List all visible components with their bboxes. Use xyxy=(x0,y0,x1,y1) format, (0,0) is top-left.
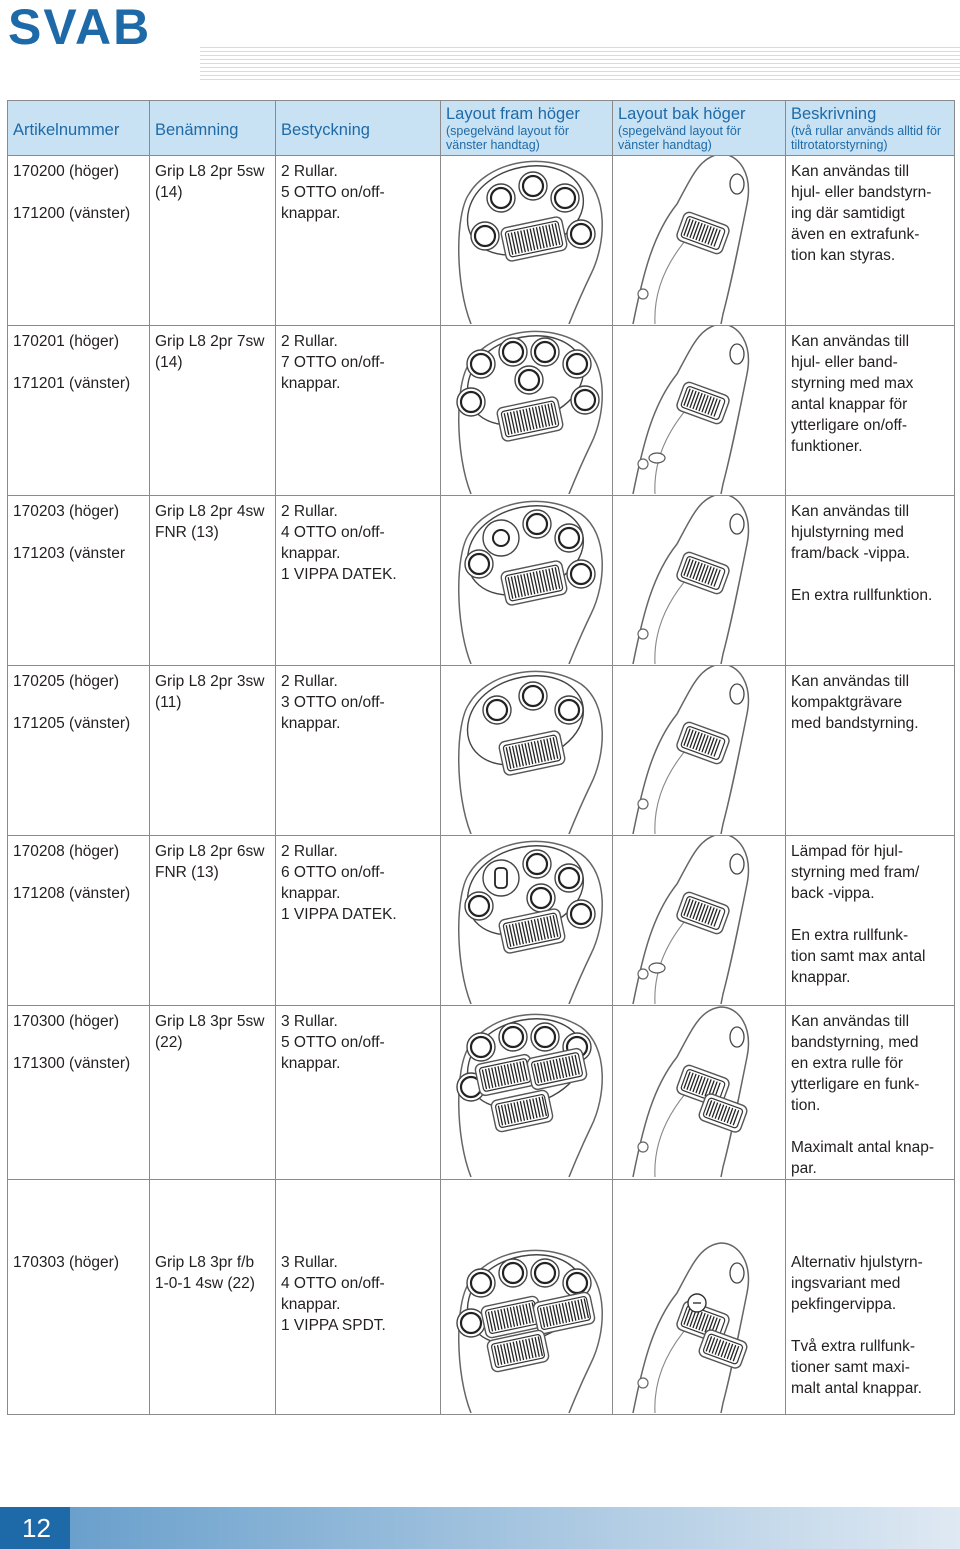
cell-layout-bak xyxy=(613,496,786,666)
equipment-line: 1 VIPPA DATEK. xyxy=(281,906,397,923)
description-line: Två extra rullfunk- xyxy=(791,1338,916,1355)
equipment-line: 6 OTTO on/off- xyxy=(281,864,385,881)
equipment-line: 3 Rullar. xyxy=(281,1254,338,1271)
cell-benamning xyxy=(150,326,276,496)
equipment-line: 5 OTTO on/off- xyxy=(281,184,385,201)
equipment-line: 1 VIPPA DATEK. xyxy=(281,566,397,583)
equipment-line: knappar. xyxy=(281,545,341,562)
screw-icon xyxy=(638,1142,648,1152)
description-line: Kan användas till xyxy=(791,333,910,350)
equipment-line: knappar. xyxy=(281,1296,341,1313)
cell-bestyckning xyxy=(276,156,441,326)
knob-icon xyxy=(730,1263,744,1283)
description-line: funktioner. xyxy=(791,438,863,455)
description-line: par. xyxy=(791,1160,817,1177)
spacer xyxy=(13,862,144,883)
svab-logo xyxy=(8,4,204,48)
button-icon xyxy=(563,350,591,378)
trigger-switch-icon xyxy=(688,1294,706,1312)
description-line: antal knappar för xyxy=(791,396,908,413)
description-line: knappar. xyxy=(791,969,851,986)
description-line: ingsvariant med xyxy=(791,1275,901,1292)
front-layout-drawing xyxy=(441,496,613,664)
header-benamning: Benämning xyxy=(150,101,276,156)
screw-icon xyxy=(638,289,648,299)
screw-icon xyxy=(638,799,648,809)
cell-layout-fram xyxy=(441,326,613,496)
description-line: En extra rullfunk- xyxy=(791,927,909,944)
header-layout-bak: Layout bak höger (spegelvänd layout för vänster handtag) xyxy=(613,101,786,156)
knob-icon xyxy=(730,344,744,364)
description-line: Kan användas till xyxy=(791,673,910,690)
knob-icon xyxy=(730,514,744,534)
description-line: fram/back -vippa. xyxy=(791,545,910,562)
article-number-left: 171201 (vänster) xyxy=(13,375,131,392)
cell-benamning xyxy=(150,496,276,666)
table-row xyxy=(8,326,955,496)
table-header-row xyxy=(8,101,955,156)
description-line: back -vippa. xyxy=(791,885,875,902)
equipment-line: 4 OTTO on/off- xyxy=(281,524,385,541)
cell-bestyckning xyxy=(276,1006,441,1180)
description-line: tion. xyxy=(791,1097,821,1114)
knob-icon xyxy=(730,684,744,704)
spacer xyxy=(13,522,144,543)
button-icon xyxy=(555,696,583,724)
equipment-line: 3 Rullar. xyxy=(281,1013,338,1030)
back-layout-drawing xyxy=(613,836,786,1004)
button-icon xyxy=(555,864,583,892)
article-number-right: 170208 (höger) xyxy=(13,843,119,860)
cell-layout-bak xyxy=(613,836,786,1006)
button-icon xyxy=(555,524,583,552)
cell-bestyckning xyxy=(276,326,441,496)
header-beskrivning: Beskrivning (två rullar används alltid för tiltrotatorstyrning) xyxy=(786,101,955,156)
cell-beskrivning xyxy=(786,326,955,496)
description-line: Lämpad för hjul- xyxy=(791,843,904,860)
spacer xyxy=(13,352,144,373)
cell-beskrivning xyxy=(786,836,955,1006)
cell-artikelnummer xyxy=(8,156,150,326)
product-name: Grip L8 2pr 4sw FNR (13) xyxy=(155,503,265,541)
front-layout-drawing xyxy=(441,666,613,834)
page-number: 12 xyxy=(22,1513,51,1543)
back-layout-drawing xyxy=(613,326,786,494)
button-icon xyxy=(467,1269,495,1297)
spacer xyxy=(13,182,144,203)
cell-layout-bak xyxy=(613,1180,786,1415)
equipment-line: knappar. xyxy=(281,375,341,392)
description-line: Alternativ hjulstyrn- xyxy=(791,1254,923,1271)
spacer xyxy=(791,1315,949,1336)
product-name: Grip L8 2pr 3sw (11) xyxy=(155,673,265,711)
cell-artikelnummer xyxy=(8,496,150,666)
back-layout-drawing xyxy=(613,1180,786,1413)
cell-bestyckning xyxy=(276,666,441,836)
description-line: hjulstyrning med xyxy=(791,524,904,541)
table-row xyxy=(8,156,955,326)
equipment-line: knappar. xyxy=(281,885,341,902)
screw-icon xyxy=(638,969,648,979)
article-number-left: 171300 (vänster) xyxy=(13,1055,131,1072)
description-line: ytterligare on/off- xyxy=(791,417,908,434)
equipment-line: knappar. xyxy=(281,205,341,222)
cell-layout-fram xyxy=(441,666,613,836)
description-line: Kan användas till xyxy=(791,163,910,180)
cell-artikelnummer xyxy=(8,666,150,836)
button-icon xyxy=(457,1309,485,1337)
button-icon xyxy=(519,682,547,710)
button-icon xyxy=(519,172,547,200)
equipment-line: 2 Rullar. xyxy=(281,163,338,180)
cell-layout-bak xyxy=(613,1006,786,1180)
cell-layout-fram xyxy=(441,156,613,326)
table-row xyxy=(8,1006,955,1180)
knob-icon xyxy=(730,1027,744,1047)
knob-icon xyxy=(649,453,665,463)
button-icon xyxy=(467,350,495,378)
cell-beskrivning xyxy=(786,496,955,666)
cell-artikelnummer xyxy=(8,326,150,496)
cell-layout-fram xyxy=(441,1180,613,1415)
equipment-line: 5 OTTO on/off- xyxy=(281,1034,385,1051)
description-line: Kan användas till xyxy=(791,503,910,520)
button-icon xyxy=(487,184,515,212)
equipment-line: 1 VIPPA SPDT. xyxy=(281,1317,386,1334)
description-line: hjul- eller band- xyxy=(791,354,898,371)
description-line: ing där samtidigt xyxy=(791,205,905,222)
article-number-right: 170203 (höger) xyxy=(13,503,119,520)
description-line: med bandstyrning. xyxy=(791,715,919,732)
button-icon xyxy=(499,1259,527,1287)
button-icon xyxy=(499,338,527,366)
cell-benamning xyxy=(150,666,276,836)
cell-layout-fram xyxy=(441,1006,613,1180)
cell-beskrivning xyxy=(786,1006,955,1180)
svg-text:SVAB: SVAB xyxy=(8,4,152,48)
button-icon xyxy=(515,366,543,394)
cell-beskrivning xyxy=(786,666,955,836)
cell-bestyckning xyxy=(276,1180,441,1415)
button-icon xyxy=(567,560,595,588)
screw-icon xyxy=(638,629,648,639)
front-layout-drawing xyxy=(441,326,613,494)
article-number-right: 170300 (höger) xyxy=(13,1013,119,1030)
article-number-right: 170303 (höger) xyxy=(13,1254,119,1271)
description-line: bandstyrning, med xyxy=(791,1034,919,1051)
knob-icon xyxy=(649,963,665,973)
button-icon xyxy=(567,900,595,928)
cell-bestyckning xyxy=(276,496,441,666)
article-number-right: 170205 (höger) xyxy=(13,673,119,690)
cell-layout-fram xyxy=(441,496,613,666)
cell-layout-bak xyxy=(613,326,786,496)
cell-bestyckning xyxy=(276,836,441,1006)
button-icon xyxy=(551,184,579,212)
description-line: styrning med max xyxy=(791,375,914,392)
equipment-line: 3 OTTO on/off- xyxy=(281,694,385,711)
description-line: pekfingervippa. xyxy=(791,1296,897,1313)
button-icon xyxy=(531,1259,559,1287)
front-layout-drawing xyxy=(441,1006,613,1177)
button-icon xyxy=(465,550,493,578)
cell-artikelnummer xyxy=(8,1180,150,1415)
cell-artikelnummer xyxy=(8,1006,150,1180)
equipment-line: 2 Rullar. xyxy=(281,843,338,860)
knob-icon xyxy=(730,854,744,874)
cell-artikelnummer xyxy=(8,836,150,1006)
description-line: även en extrafunk- xyxy=(791,226,920,243)
button-icon xyxy=(531,338,559,366)
article-number-right: 170201 (höger) xyxy=(13,333,119,350)
header-bestyckning: Bestyckning xyxy=(276,101,441,156)
product-name: Grip L8 2pr 7sw (14) xyxy=(155,333,265,371)
button-icon xyxy=(465,892,493,920)
equipment-line: knappar. xyxy=(281,1055,341,1072)
cell-benamning xyxy=(150,156,276,326)
article-number-left: 171208 (vänster) xyxy=(13,885,131,902)
button-icon xyxy=(483,696,511,724)
equipment-line: 2 Rullar. xyxy=(281,503,338,520)
spacer xyxy=(791,564,949,585)
article-number-left: 171200 (vänster) xyxy=(13,205,131,222)
article-number-right: 170200 (höger) xyxy=(13,163,119,180)
equipment-line: 2 Rullar. xyxy=(281,673,338,690)
equipment-line: knappar. xyxy=(281,715,341,732)
cell-layout-bak xyxy=(613,156,786,326)
cell-benamning xyxy=(150,1180,276,1415)
button-icon xyxy=(457,388,485,416)
cell-beskrivning xyxy=(786,1180,955,1415)
header-layout-fram: Layout fram höger (spegelvänd layout för vänster handtag) xyxy=(441,101,613,156)
cell-beskrivning xyxy=(786,156,955,326)
front-layout-drawing xyxy=(441,1180,613,1413)
rocker-switch-icon xyxy=(483,860,519,896)
description-line: En extra rullfunktion. xyxy=(791,587,933,604)
back-layout-drawing xyxy=(613,496,786,664)
equipment-line: 2 Rullar. xyxy=(281,333,338,350)
equipment-line: 7 OTTO on/off- xyxy=(281,354,385,371)
table-row xyxy=(8,836,955,1006)
button-icon xyxy=(571,386,599,414)
cell-benamning xyxy=(150,836,276,1006)
description-line: styrning med fram/ xyxy=(791,864,920,881)
spacer xyxy=(13,1032,144,1053)
product-name: Grip L8 3pr f/b 1-0-1 4sw (22) xyxy=(155,1254,255,1292)
description-line: malt antal knappar. xyxy=(791,1380,922,1397)
description-line: tion samt max antal xyxy=(791,948,926,965)
product-name: Grip L8 2pr 5sw (14) xyxy=(155,163,265,201)
product-name: Grip L8 2pr 6sw FNR (13) xyxy=(155,843,265,881)
table-row xyxy=(8,496,955,666)
spacer xyxy=(791,904,949,925)
knob-icon xyxy=(730,174,744,194)
rocker-switch-icon xyxy=(483,520,519,556)
footer-bar xyxy=(0,1507,960,1549)
button-icon xyxy=(531,1023,559,1051)
description-line: en extra rulle för xyxy=(791,1055,903,1072)
description-line: Kan användas till xyxy=(791,1013,910,1030)
spacer xyxy=(13,692,144,713)
button-icon xyxy=(467,1033,495,1061)
cell-layout-bak xyxy=(613,666,786,836)
button-icon xyxy=(499,1023,527,1051)
description-line: tion kan styras. xyxy=(791,247,896,264)
screw-icon xyxy=(638,459,648,469)
description-line: ytterligare en funk- xyxy=(791,1076,920,1093)
header-pattern xyxy=(200,44,960,80)
cell-benamning xyxy=(150,1006,276,1180)
back-layout-drawing xyxy=(613,156,786,324)
header-artikelnummer: Artikelnummer xyxy=(8,101,150,156)
back-layout-drawing xyxy=(613,666,786,834)
button-icon xyxy=(567,220,595,248)
article-number-left: 171203 (vänster xyxy=(13,545,126,562)
equipment-line: 4 OTTO on/off- xyxy=(281,1275,385,1292)
button-icon xyxy=(471,222,499,250)
front-layout-drawing xyxy=(441,156,613,324)
article-number-left: 171205 (vänster) xyxy=(13,715,131,732)
front-layout-drawing xyxy=(441,836,613,1004)
spacer xyxy=(791,1116,949,1137)
cell-layout-fram xyxy=(441,836,613,1006)
table-row xyxy=(8,1180,955,1415)
button-icon xyxy=(527,884,555,912)
description-line: kompaktgrävare xyxy=(791,694,903,711)
description-line: hjul- eller bandstyrn- xyxy=(791,184,932,201)
screw-icon xyxy=(638,1378,648,1388)
description-line: Maximalt antal knap- xyxy=(791,1139,935,1156)
button-icon xyxy=(523,510,551,538)
description-line: tioner samt maxi- xyxy=(791,1359,910,1376)
table-row xyxy=(8,666,955,836)
product-table xyxy=(7,100,955,1415)
product-name: Grip L8 3pr 5sw (22) xyxy=(155,1013,265,1051)
back-layout-drawing xyxy=(613,1006,786,1177)
button-icon xyxy=(523,850,551,878)
